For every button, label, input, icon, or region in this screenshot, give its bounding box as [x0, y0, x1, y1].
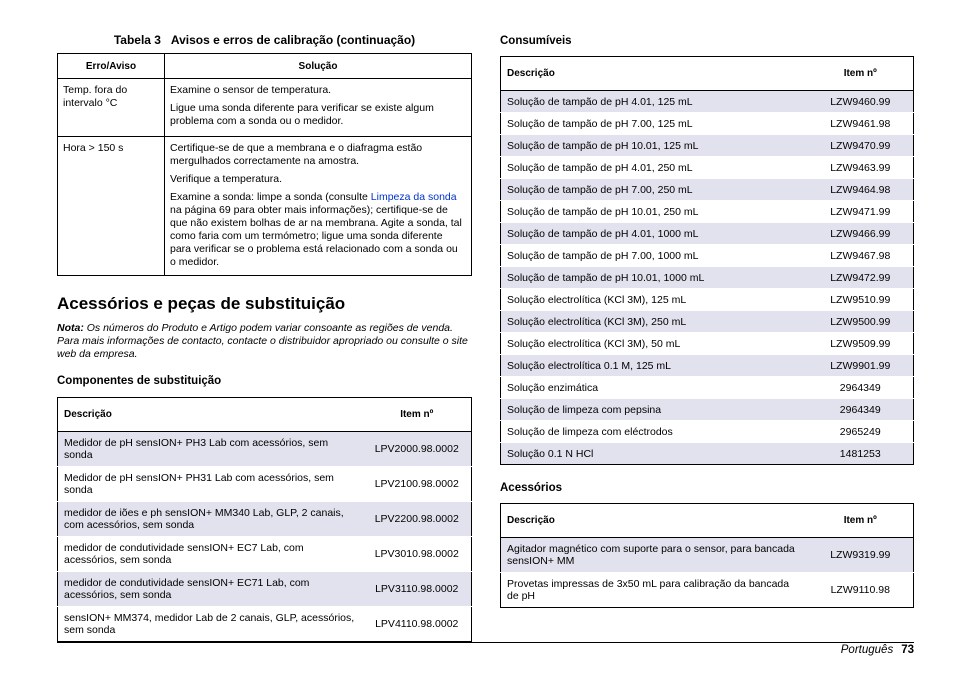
- table-row: [501, 113, 914, 135]
- solution-cell: [165, 79, 472, 137]
- item-number: LPV2100.98.0002: [363, 467, 472, 502]
- table-row: [501, 333, 914, 355]
- table-row: [501, 179, 914, 201]
- table-row: [58, 502, 472, 537]
- item-description: Solução de tampão de pH 7.00, 250 mL: [501, 179, 808, 201]
- table-row: [58, 79, 472, 137]
- item-number: LZW9901.99: [808, 355, 914, 377]
- item-description: Solução de tampão de pH 4.01, 250 mL: [501, 157, 808, 179]
- item-number: 1481253: [808, 443, 914, 465]
- item-description: Solução de tampão de pH 7.00, 1000 mL: [501, 245, 808, 267]
- page-number: 73: [901, 644, 914, 656]
- table-row: [58, 537, 472, 572]
- table-row: [58, 137, 472, 276]
- footer-language: Português: [840, 644, 894, 656]
- table-row: [501, 245, 914, 267]
- item-number: LZW9461.98: [808, 113, 914, 135]
- table-row: [501, 201, 914, 223]
- page-footer: [841, 644, 914, 656]
- header-item-number: Item nº: [808, 504, 914, 538]
- table-row: [501, 421, 914, 443]
- item-description: medidor de condutividade sensION+ EC71 Lab, com acessórios, sem sonda: [58, 572, 363, 607]
- section-title: Acessórios e peças de substituição: [57, 294, 346, 313]
- table-header-row: [58, 54, 472, 79]
- accessories-table: [500, 503, 914, 608]
- table-row: [58, 572, 472, 607]
- item-description: Solução de tampão de pH 4.01, 1000 mL: [501, 223, 808, 245]
- table-row: [501, 573, 914, 608]
- item-number: LPV3010.98.0002: [363, 537, 472, 572]
- item-description: Solução electrolítica (KCl 3M), 50 mL: [501, 333, 808, 355]
- header-error: Erro/Aviso: [58, 54, 165, 79]
- table-row: [501, 157, 914, 179]
- table-row: [501, 289, 914, 311]
- item-number: LZW9466.99: [808, 223, 914, 245]
- item-description: Solução enzimática: [501, 377, 808, 399]
- item-number: LPV4110.98.0002: [363, 607, 472, 642]
- item-description: Solução de tampão de pH 7.00, 125 mL: [501, 113, 808, 135]
- item-number: LPV2000.98.0002: [363, 432, 472, 467]
- table-row: [58, 467, 472, 502]
- item-description: Solução electrolítica (KCl 3M), 250 mL: [501, 311, 808, 333]
- consumables-table: [500, 56, 914, 465]
- item-number: LZW9467.98: [808, 245, 914, 267]
- table-row: [501, 311, 914, 333]
- consumables-title: Consumíveis: [500, 35, 572, 47]
- item-description: Solução electrolítica (KCl 3M), 125 mL: [501, 289, 808, 311]
- table-row: [501, 355, 914, 377]
- table-caption-number: Tabela 3: [113, 33, 161, 47]
- solution-step: Certifique-se de que a membrana e o diafragma estão mergulhados correctamente na amostra.: [170, 142, 423, 167]
- item-description: Solução de tampão de pH 10.01, 125 mL: [501, 135, 808, 157]
- table-header-row: [501, 504, 914, 538]
- table-row: [501, 223, 914, 245]
- note: [57, 322, 472, 361]
- solution-cell: [165, 137, 472, 276]
- note-text: Os números do Produto e Artigo podem variar consoante as regiões de venda. Para mais informações de contacto, contacte o distribuidor apropriado ou consulte o site web da empresa.: [57, 322, 468, 360]
- table-row: [501, 135, 914, 157]
- item-number: LZW9510.99: [808, 289, 914, 311]
- item-number: LZW9472.99: [808, 267, 914, 289]
- item-number: LZW9471.99: [808, 201, 914, 223]
- table-row: [501, 399, 914, 421]
- item-number: LZW9463.99: [808, 157, 914, 179]
- item-number: LZW9460.99: [808, 91, 914, 113]
- item-number: LPV3110.98.0002: [363, 572, 472, 607]
- error-cell: Temp. fora do intervalo °C: [58, 79, 165, 137]
- item-description: medidor de condutividade sensION+ EC7 Lab, com acessórios, sem sonda: [58, 537, 363, 572]
- solution-text: Examine a sonda: limpe a sonda (consulte: [170, 191, 371, 203]
- item-description: Solução de limpeza com eléctrodos: [501, 421, 808, 443]
- item-description: Solução de tampão de pH 10.01, 1000 mL: [501, 267, 808, 289]
- solution-step: [170, 191, 466, 269]
- table-row: [501, 267, 914, 289]
- item-description: Solução electrolítica 0.1 M, 125 mL: [501, 355, 808, 377]
- table-row: [501, 443, 914, 465]
- item-description: Medidor de pH sensION+ PH31 Lab com acessórios, sem sonda: [58, 467, 363, 502]
- item-number: 2964349: [808, 399, 914, 421]
- table-header-row: [58, 398, 472, 432]
- note-label: Nota:: [57, 322, 84, 334]
- item-description: Solução de tampão de pH 10.01, 250 mL: [501, 201, 808, 223]
- table-caption-text: Avisos e erros de calibração (continuação): [170, 33, 416, 47]
- table-header-row: [501, 57, 914, 91]
- right-column: [500, 33, 914, 608]
- item-number: 2964349: [808, 377, 914, 399]
- header-item-number: Item nº: [363, 398, 472, 432]
- table-row: [58, 432, 472, 467]
- item-description: Agitador magnético com suporte para o sensor, para bancada sensION+ MM: [501, 538, 808, 573]
- item-description: Solução 0.1 N HCl: [501, 443, 808, 465]
- header-solution: Solução: [165, 54, 472, 79]
- solution-text: na página 69 para obter mais informações); certifique-se de que não existem bolhas de ar na membrana. Agite a sonda, tal como faria com um termómetro; ligue uma sonda diferente para verificar se o problema está relacionado com a sonda ou o medidor.: [170, 204, 462, 268]
- table-row: [501, 538, 914, 573]
- item-description: Solução de limpeza com pepsina: [501, 399, 808, 421]
- table-row: [501, 377, 914, 399]
- calibration-errors-table: [57, 53, 472, 276]
- accessories-title: Acessórios: [500, 482, 563, 494]
- item-number: LZW9464.98: [808, 179, 914, 201]
- header-description: Descrição: [501, 504, 808, 538]
- item-description: sensION+ MM374, medidor Lab de 2 canais, GLP, acessórios, sem sonda: [58, 607, 363, 642]
- item-number: 2965249: [808, 421, 914, 443]
- solution-step: Verifique a temperatura.: [170, 173, 283, 185]
- item-number: LZW9110.98: [808, 573, 914, 608]
- table-row: [58, 607, 472, 642]
- table-row: [501, 91, 914, 113]
- table-caption: [57, 33, 472, 47]
- item-number: LZW9500.99: [808, 311, 914, 333]
- item-description: medidor de iões e ph sensION+ MM340 Lab, GLP, 2 canais, com acessórios, sem sonda: [58, 502, 363, 537]
- item-description: Provetas impressas de 3x50 mL para calibração da bancada de pH: [501, 573, 808, 608]
- error-cell: Hora > 150 s: [58, 137, 165, 276]
- item-number: LZW9319.99: [808, 538, 914, 573]
- solution-step: Examine o sensor de temperatura.: [170, 84, 332, 96]
- probe-cleaning-link[interactable]: Limpeza da sonda: [370, 191, 457, 203]
- solution-step: Ligue uma sonda diferente para verificar se existe algum problema com a sonda ou o medidor.: [170, 102, 434, 127]
- header-item-number: Item nº: [808, 57, 914, 91]
- item-number: LZW9470.99: [808, 135, 914, 157]
- item-number: LZW9509.99: [808, 333, 914, 355]
- left-column: [57, 33, 472, 642]
- header-description: Descrição: [58, 398, 363, 432]
- header-description: Descrição: [501, 57, 808, 91]
- item-description: Medidor de pH sensION+ PH3 Lab com acessórios, sem sonda: [58, 432, 363, 467]
- components-table: [57, 397, 472, 642]
- components-title: Componentes de substituição: [57, 375, 222, 387]
- footer-divider: [57, 642, 914, 643]
- item-number: LPV2200.98.0002: [363, 502, 472, 537]
- item-description: Solução de tampão de pH 4.01, 125 mL: [501, 91, 808, 113]
